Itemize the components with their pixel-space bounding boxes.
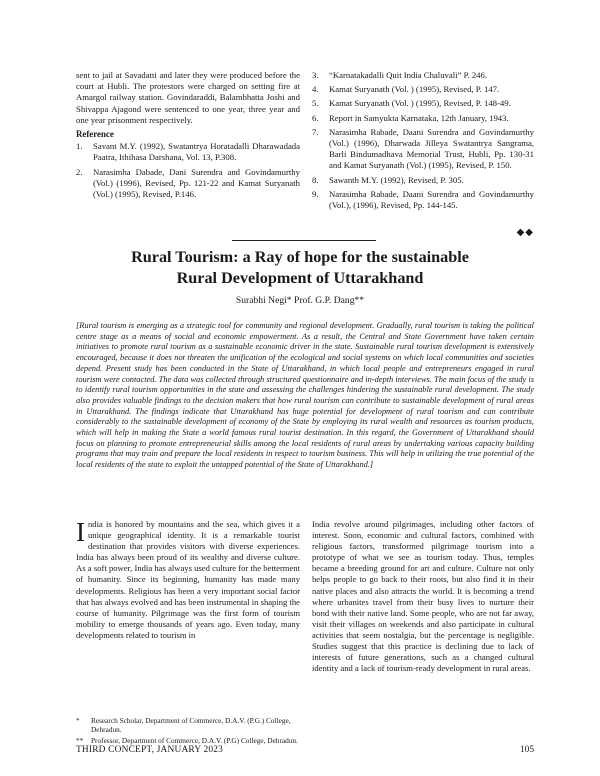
- reference-text: Narasimha Dabade, Dani Surendra and Govindamurthy (Vol.) (1996), Revised, Pp. 121-22 and Kamat Suryanath (Vol.) (1995), Revised, P.146.: [93, 166, 300, 200]
- body-paragraph: India revolve around pilgrimages, including other factors of interest. Soon, economic and cultural factors, combined with religious factors, transformed pilgrimage tourism into a prototype of what we see as tourism today. Thus, temples became a breeding ground for art and culture. Culture not only helps people to go back to their roots, but also find it in their native places and also attracts the world. It is becoming a trend where urbanites travel from their busy lives to nurture their bond with their native land. Some people, who are not far away, visit their villages on weekends and also participate in cultural activities that seem nostalgia, but the percentage is negligible. Studies suggest that this practice is declining due to lack of interests of future generations, such as a changed cultural identity and a lack of tourism-ready development in rural areas.: [312, 519, 534, 674]
- footnote-text: Research Scholar, Department of Commerce, D.A.V. (P.G.) College, Dehradun.: [91, 716, 291, 735]
- reference-text: Kamat Suryanath (Vol. ) (1995), Revised, P. 148-49.: [329, 98, 511, 109]
- reference-text: “Karnatakadalli Quit India Chaluvali” P. 246.: [329, 70, 488, 80]
- article-body-left-column: [76, 519, 300, 641]
- title-divider: [232, 240, 376, 241]
- reference-list-left: [76, 141, 300, 200]
- reference-number: 4.: [312, 84, 319, 95]
- reference-item: [312, 189, 534, 211]
- reference-number: 2.: [76, 166, 83, 177]
- body-paragraph: ndia is honored by mountains and the sea, which gives it a unique geographical identity. It is a remarkable tourist destination that provides visitors with diverse experiences. India has always been proud of its wealthy and diverse culture. As a soft power, India has always used culture for the betterment of humanity. Since its beginning, humanity has made many developments. Religious has been a very important social factor that has always evolved and has been instrumental in shaping the course of humanity. Pilgrimage was the first form of tourism mobility to emerge thousands of years ago. Even today, many developments related to tourism in: [76, 519, 300, 640]
- reference-text: Sawanth M.Y. (1992), Revised, P. 305.: [329, 174, 464, 185]
- reference-heading: Reference: [76, 129, 114, 140]
- page-number: 105: [519, 745, 534, 755]
- reference-number: 5.: [312, 98, 319, 109]
- footnote-mark: **: [76, 735, 84, 745]
- reference-number: 7.: [312, 126, 319, 137]
- reference-number: 8.: [312, 174, 319, 185]
- reference-number: 9.: [312, 188, 319, 199]
- reference-item: [312, 127, 534, 172]
- reference-text: Narasimha Rabade, Daani Surendra and Govindamurthy (Vol.), (1996), Revised, Pp. 144-145.: [329, 188, 534, 211]
- reference-text: Narasimha Rabade, Daani Surendra and Govindamurthy (Vol.) (1996), Dharwada Jilleya Swatantrya Sangrama, Barli Bindumadhava Memorial Trust, Hubli, Pp. 130-31 and Kamat Suryanath (Vol.) (1995), Revised, P. 150.: [329, 126, 534, 171]
- reference-text: Savant M.Y. (1992), Swatantrya Horatadalli Dharawadada Paatra, Ithihasa Darshana, Vol. 13, P.308.: [93, 141, 300, 163]
- end-of-article-diamond-icon: ◆◆: [516, 227, 534, 238]
- article-title-line-1: Rural Tourism: a Ray of hope for the sustainable: [131, 248, 469, 266]
- article-title: [60, 247, 540, 289]
- article-body-right-column: [312, 519, 534, 674]
- reference-item: [76, 141, 300, 163]
- journal-footer: THIRD CONCEPT, JANUARY 2023: [76, 745, 224, 755]
- previous-article-left-column: [76, 70, 300, 203]
- reference-number: 3.: [312, 70, 319, 80]
- reference-item: [312, 175, 534, 186]
- footnotes: [76, 716, 302, 746]
- article-abstract: [Rural tourism is emerging as a strategic tool for community and regional development. Gradually, rural tourism is taking the political centre stage as a means of social and economic empowerment. As a result, the Central and State Government have taken certain initiatives to promote rural tourism as a sustainable economic driver in the state. Sustainable rural tourism development is extensively encouraged, because it does not threaten the unification of the ecological and social systems on which local communities and societies depend. Present study has been conducted in the State of Uttarakhand, in which local people and entrepreneurs engaged in rural tourism were contacted. The data was collected through structured questionnaire and in-depth interviews. The main focus of the study is to identify rural tourism opportunities in the state and assessing the challenges hindering the sustainable rural development. The study also provides valuable findings to the decision makers that how rural tourism can contribute to sustainable development of rural areas in Uttarakhand. The findings indicate that Uttarakhand has huge potential for development of rural tourism and can contribute considerably to the sustainable development of economy of the State by employing its rural wealth and resources as tourism products, which will help in making the State a world famous rural tourist destination. In this regard, the Government of Uttarakhand should focus on planning to promote entrepreneurial skills among the local residents of rural areas by undertaking various capacity building programs that may train and prepare the local residents in respect to tourism business. This will help in utilizing the true potential of the local residents of the state to exploit the untapped potential of the State of Uttarakhand.]: [76, 321, 534, 470]
- reference-number: 6.: [312, 112, 319, 123]
- footnote-text: Professor, Department of Commerce, D.A.V. (P.G) College, Dehradun.: [91, 735, 298, 745]
- reference-item: [312, 98, 534, 109]
- reference-text: Report in Samyukta Karnataka, 12th January, 1943.: [329, 112, 509, 123]
- article-title-line-2: Rural Development of Uttarakhand: [176, 269, 424, 287]
- reference-text: Kamat Suryanath (Vol. ) (1995), Revised, P. 147.: [329, 84, 500, 95]
- footnote: [76, 736, 302, 745]
- drop-cap: I: [76, 517, 85, 547]
- reference-list-right: [312, 70, 534, 211]
- footnote: [76, 716, 302, 735]
- previous-article-right-column: [312, 70, 534, 214]
- article-authors: Surabhi Negi* Prof. G.P. Dang**: [235, 295, 365, 306]
- footnote-mark: *: [76, 716, 80, 725]
- reference-item: [312, 113, 534, 124]
- reference-item: [76, 167, 300, 201]
- reference-item: [312, 70, 534, 81]
- reference-number: 1.: [76, 141, 83, 152]
- previous-article-continuation: sent to jail at Savadatti and later they were produced before the court at Hubli. The protestors were charged on setting fire at Amargol railway station. Govindaraddi, Balambhatta Joshi and Shivappa Ajagond were sentenced to one year, three year and one year prisonment respectively.: [76, 70, 300, 125]
- reference-item: [312, 84, 534, 95]
